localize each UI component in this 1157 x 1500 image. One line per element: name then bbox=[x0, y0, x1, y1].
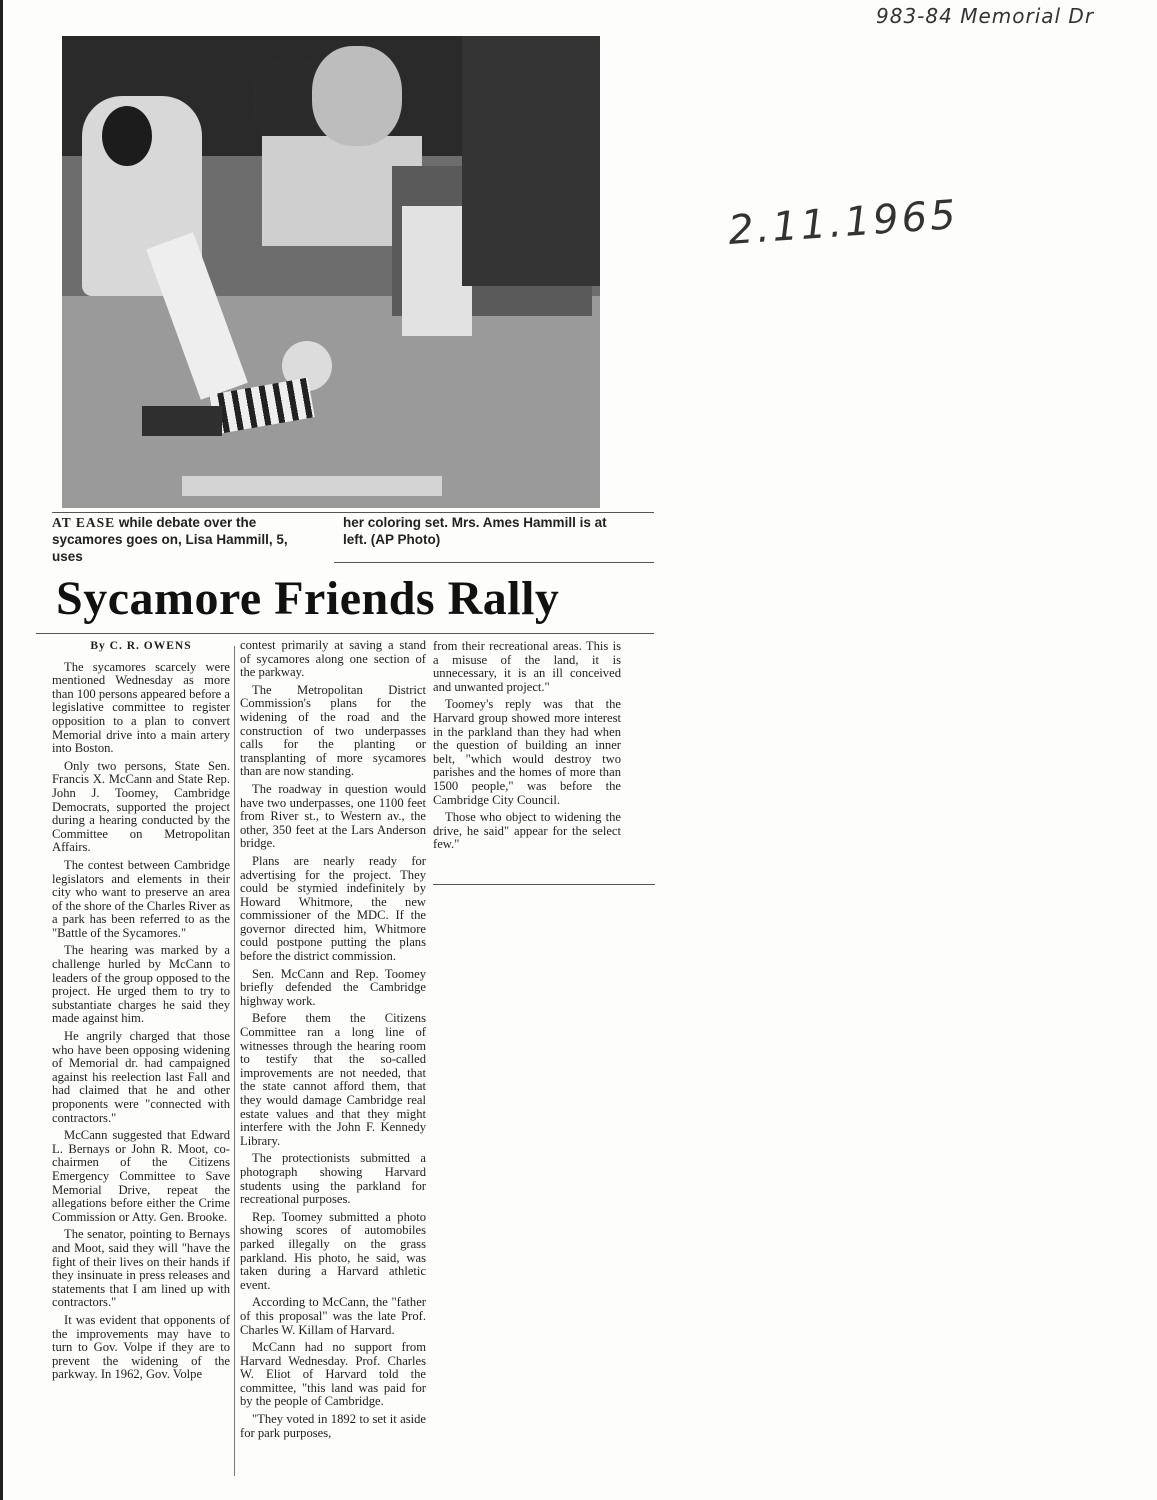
paragraph: The hearing was marked by a challenge hurled by McCann to leaders of the group opposed to the project. He urged them to try to substantiate charges he said they made against him. bbox=[52, 943, 230, 1026]
paragraph: The protectionists submitted a photograph showing Harvard students using the parkland for recreational purposes. bbox=[240, 1151, 426, 1207]
paragraph: Sen. McCann and Rep. Toomey briefly defended the Cambridge highway work. bbox=[240, 966, 426, 1008]
paragraph: Before them the Citizens Committee ran a long line of witnesses through the hearing room to testify that the so-called improvements are not needed, that the state cannot afford them, that they would damage Cambridge real estate values and that they might interfere with the John F. Kennedy Library. bbox=[240, 1011, 426, 1148]
paragraph: According to McCann, the "father of this proposal" was the late Prof. Charles W. Killam of Harvard. bbox=[240, 1295, 426, 1337]
rule-below-headline bbox=[36, 633, 654, 634]
byline: By C. R. OWENS bbox=[90, 640, 192, 652]
paragraph: The roadway in question would have two underpasses, one 1100 feet from River st., to Western av., the other, 350 feet at the Lars Anderson bridge. bbox=[240, 781, 426, 851]
paragraph: The Metropolitan District Commission's plans for the widening of the road and the construction of two underpasses calls for the planting or transplanting of more sycamores than are now standing. bbox=[240, 682, 426, 779]
caption-left-text: while debate over the sycamores goes on, Lisa Hammill, 5, uses bbox=[52, 515, 288, 564]
paragraph: The contest between Cambridge legislators and elements in their city who want to preserve an area of the shore of the Charles River as a park has been referred to as the "Battle of the Sycamores." bbox=[52, 857, 231, 940]
article-column-2 bbox=[240, 639, 426, 1444]
handwritten-address-note: 983-84 Memorial Dr bbox=[876, 4, 1095, 28]
paragraph: from their recreational areas. This is a misuse of the land, it is unnecessary, it is an ill conceived and unwanted project." bbox=[433, 639, 621, 694]
caption-lead-in: AT EASE bbox=[52, 515, 116, 530]
paragraph: It was evident that opponents of the improvements may have to turn to Gov. Volpe if they are to prevent the widening of the parkway. In 1962, Gov. Volpe bbox=[52, 1312, 230, 1382]
news-photo bbox=[62, 36, 600, 508]
column-separator bbox=[234, 646, 235, 1476]
handwritten-date: 2.11.1965 bbox=[726, 192, 960, 254]
paragraph: McCann had no support from Harvard Wednesday. Prof. Charles W. Eliot of Harvard told the committee, "this land was paid for by the people of Cambridge. bbox=[240, 1340, 426, 1409]
paragraph: Only two persons, State Sen. Francis X. McCann and State Rep. John J. Toomey, Cambridge Democrats, supported the project during a hearing conducted by the Committee on Metropolitan Affairs. bbox=[52, 758, 230, 855]
paragraph: Plans are nearly ready for advertising for the project. They could be stymied indefinitely by Howard Whitmore, the new commissioner of the MDC. If the governor directed him, Whitmore could postpone putting the plans before the district commission. bbox=[240, 853, 426, 964]
paragraph: Those who object to widening the drive, he said" appear for the select few." bbox=[433, 810, 621, 852]
paragraph: The senator, pointing to Bernays and Moot, said they will "have the fight of their lives on their hands if they insinuate in press releases and statements that I am lined up with contractors." bbox=[52, 1227, 230, 1310]
photo-caption-left bbox=[52, 514, 320, 565]
rule-above-caption bbox=[52, 512, 654, 513]
rule-end-of-article bbox=[433, 884, 655, 885]
rule-below-caption bbox=[334, 562, 654, 563]
paragraph: Toomey's reply was that the Harvard group showed more interest in the parkland than they had when the question of building an inner belt, "which would destroy two parishes and the homes of more than 1500 people," was before the Cambridge City Council. bbox=[433, 697, 621, 807]
article-column-1 bbox=[52, 640, 230, 1386]
photo-caption-right: her coloring set. Mrs. Ames Hammill is at left. (AP Photo) bbox=[343, 515, 607, 547]
headline: Sycamore Friends Rally bbox=[56, 572, 560, 625]
paragraph: The sycamores scarcely were mentioned Wednesday as more than 100 persons appeared before a legislative committee to register opposition to a plan to convert Memorial drive into a main artery into Boston. bbox=[52, 659, 230, 756]
paragraph: He angrily charged that those who have been opposing widening of Memorial dr. had campaigned against his reelection last Fall and had claimed that he and other proponents were "connected with contractors." bbox=[52, 1029, 230, 1125]
paragraph: McCann suggested that Edward L. Bernays or John R. Moot, co-chairmen of the Citizens Emergency Committee to Save Memorial Drive, repeat the allegations before either the Crime Commission or Atty. Gen. Brooke. bbox=[52, 1128, 230, 1224]
article-column-3 bbox=[433, 640, 621, 856]
paragraph: Rep. Toomey submitted a photo showing scores of automobiles parked illegally on the grass parkland. His photo, he said, was taken during a Harvard athletic event. bbox=[240, 1209, 426, 1292]
paragraph: "They voted in 1892 to set it aside for park purposes, bbox=[240, 1412, 426, 1440]
paragraph: contest primarily at saving a stand of sycamores along one section of the parkway. bbox=[240, 638, 426, 680]
